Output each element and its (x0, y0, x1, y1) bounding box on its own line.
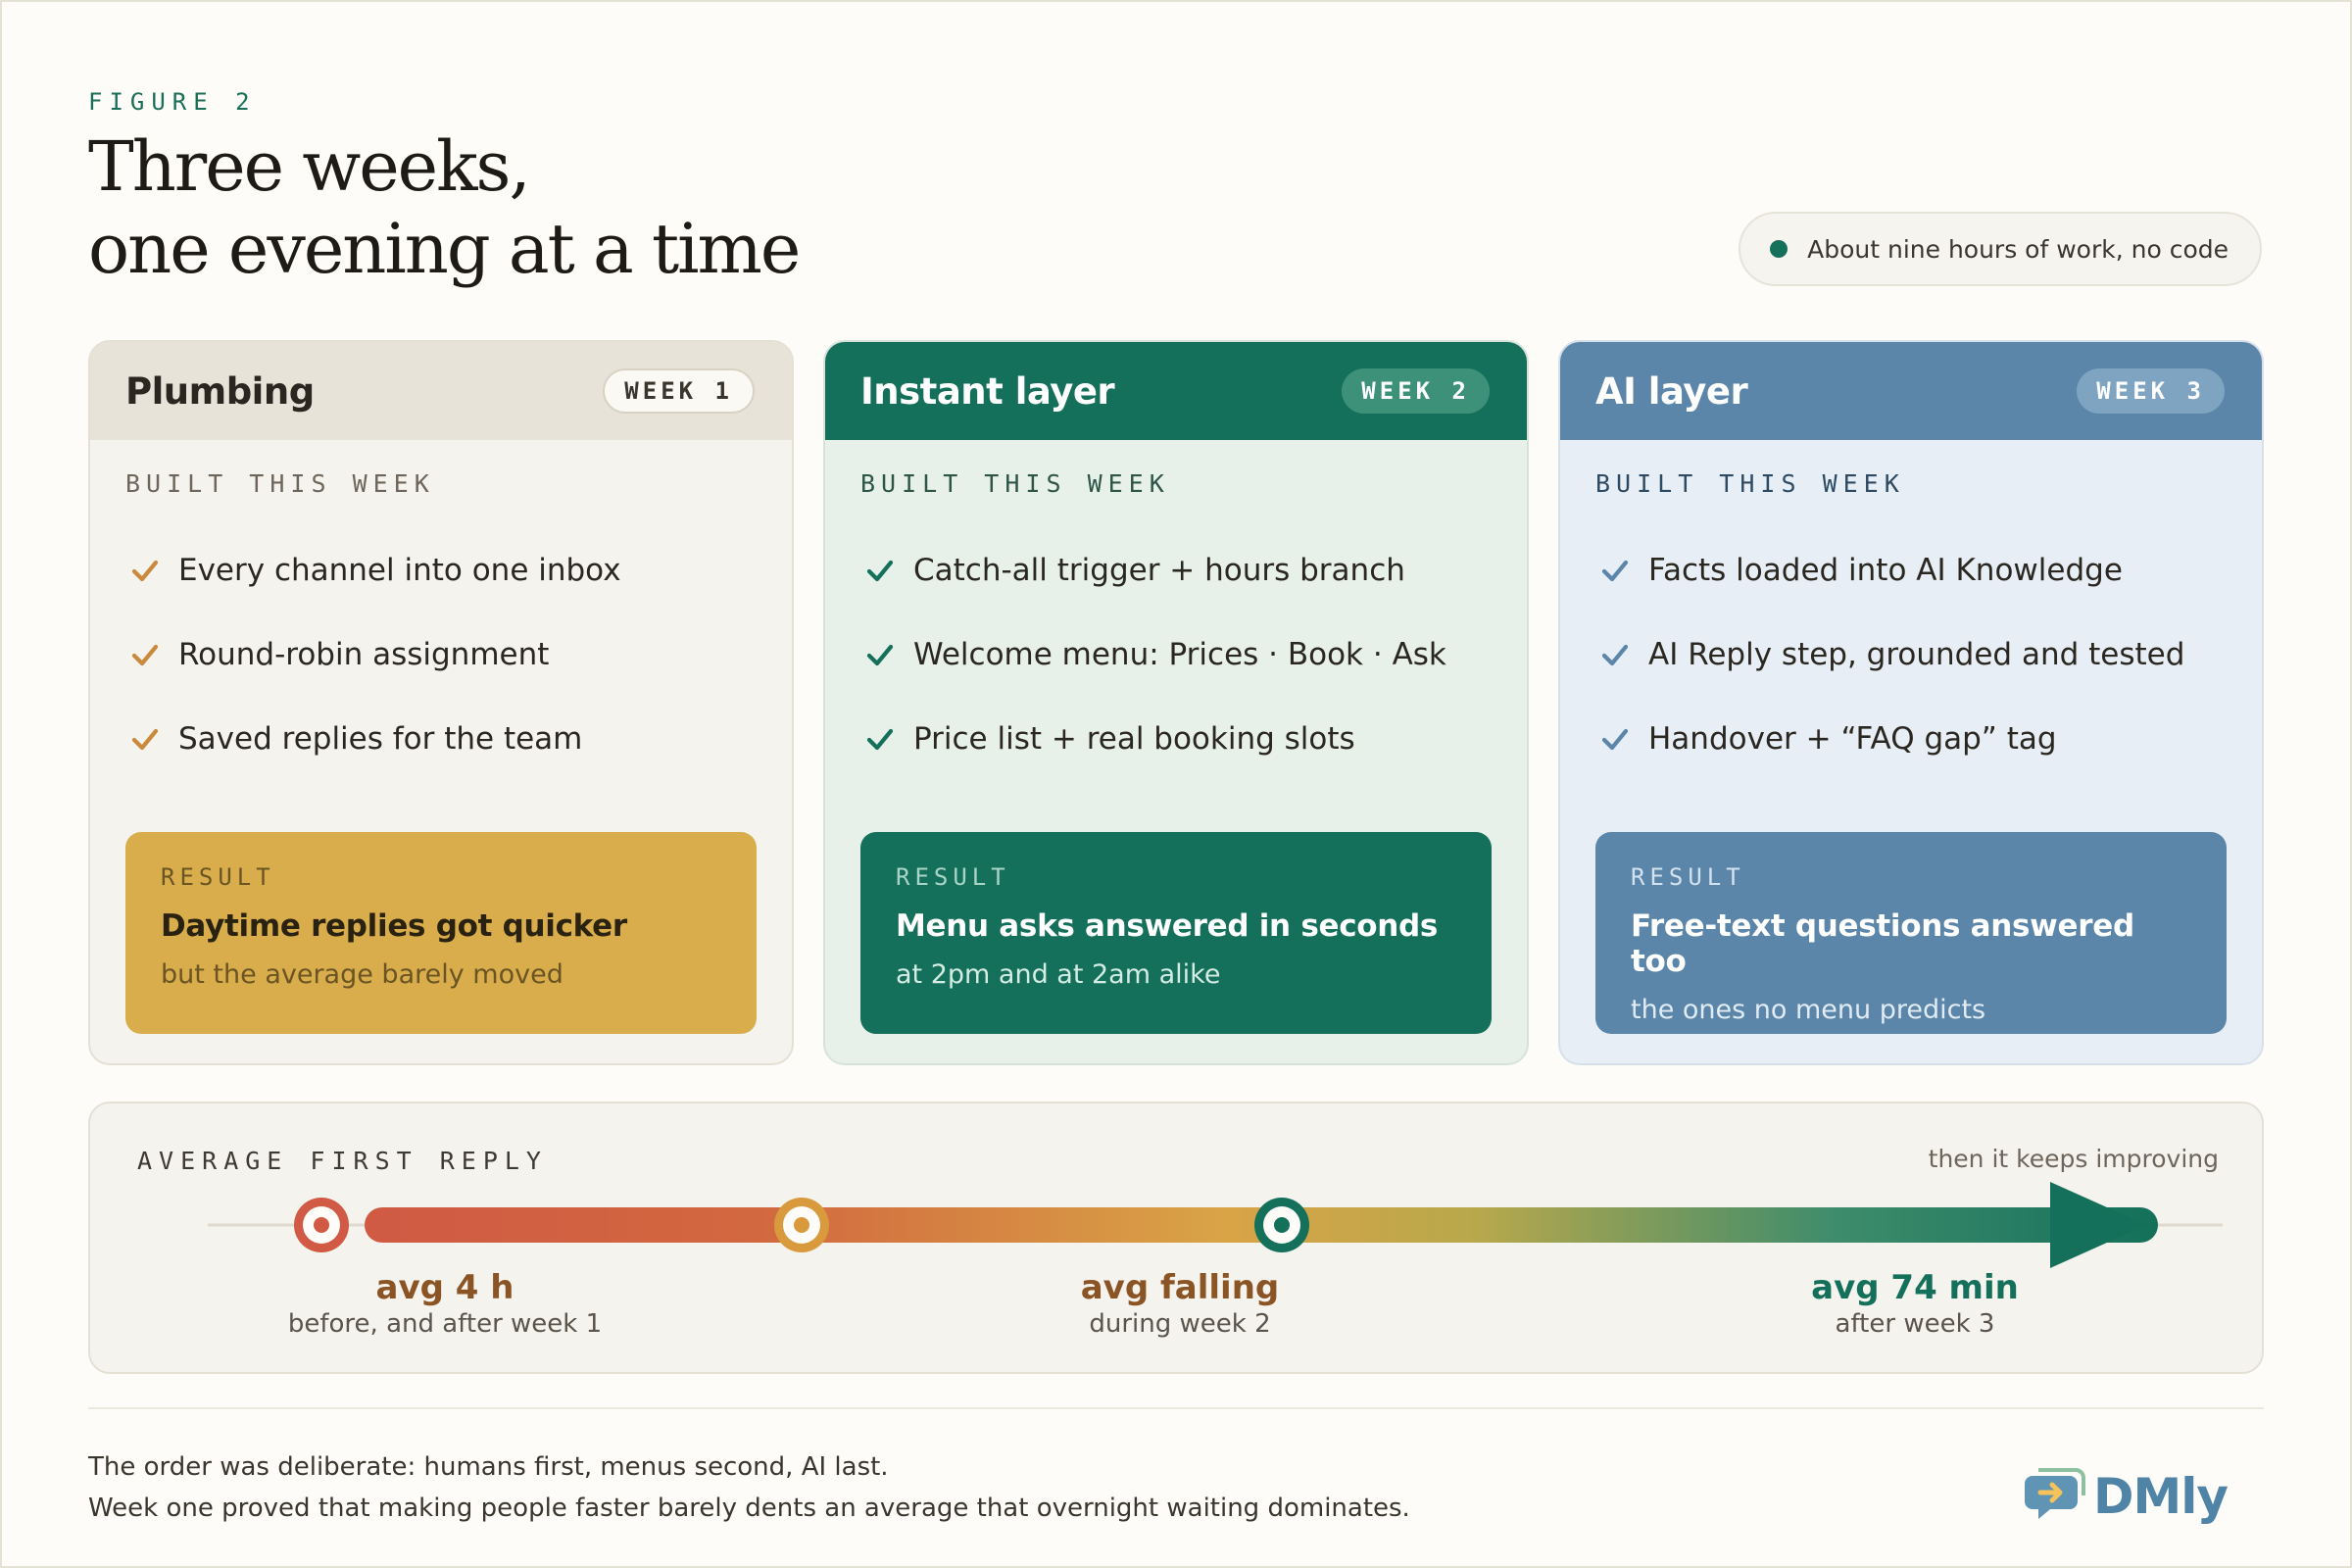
result-subtitle: but the average barely moved (161, 959, 564, 990)
list-item-text: Catch-all trigger + hours branch (913, 553, 1405, 588)
status-dot-icon (1770, 240, 1788, 258)
list-item-text: Price list + real booking slots (913, 721, 1355, 757)
footnote-line-1: The order was deliberate: humans first, menus second, AI last. (88, 1452, 889, 1482)
card-week-3 (1558, 340, 2264, 1065)
week-badge: WEEK 2 (1342, 368, 1490, 414)
marker-label-1 (249, 1268, 641, 1339)
card-header (1560, 342, 2262, 440)
page-title (88, 125, 799, 290)
footnote (88, 1446, 1410, 1529)
list-item (1595, 697, 2184, 781)
list-item (860, 697, 1446, 781)
arrow-head-icon (2050, 1182, 2146, 1268)
card-title: AI layer (1595, 369, 1748, 413)
list-item (125, 612, 621, 697)
brand-logo (2025, 1468, 2228, 1525)
figure-eyebrow: FIGURE 2 (88, 88, 257, 116)
result-title: Free-text questions answered too (1631, 908, 2134, 979)
card-title: Instant layer (860, 369, 1115, 413)
result-box (125, 832, 757, 1034)
marker-subtitle: after week 3 (1835, 1309, 1995, 1339)
check-icon (860, 719, 900, 759)
timeline-marker-2 (774, 1198, 829, 1252)
built-label: BUILT THIS WEEK (1595, 469, 1905, 498)
result-label: RESULT (1631, 863, 1745, 891)
result-title: Menu asks answered in seconds (896, 908, 1439, 944)
marker-label-2 (984, 1268, 1376, 1339)
list-item (860, 528, 1446, 612)
result-subtitle: the ones no menu predicts (1631, 995, 1986, 1025)
timeline-marker-1 (294, 1198, 349, 1252)
check-icon (125, 719, 165, 759)
result-subtitle: at 2pm and at 2am alike (896, 959, 1221, 990)
list-item (125, 697, 621, 781)
result-title: Daytime replies got quicker (161, 908, 627, 944)
effort-pill-text: About nine hours of work, no code (1807, 234, 2229, 264)
effort-pill (1739, 212, 2262, 286)
list-item-text: Round-robin assignment (178, 637, 550, 672)
list-item (125, 528, 621, 612)
card-title: Plumbing (125, 369, 315, 413)
result-label: RESULT (896, 863, 1010, 891)
card-header (90, 342, 792, 440)
list-item (860, 612, 1446, 697)
check-icon (860, 551, 900, 590)
card-week-2 (823, 340, 1529, 1065)
marker-label-3 (1719, 1268, 2111, 1339)
check-icon (1595, 551, 1635, 590)
logo-wordmark: DMly (2093, 1468, 2228, 1525)
list-item-text: Every channel into one inbox (178, 553, 621, 588)
title-line-2: one evening at a time (88, 209, 800, 289)
result-box (1595, 832, 2227, 1034)
built-list (860, 528, 1446, 781)
result-box (860, 832, 1492, 1034)
marker-value: avg 4 h (375, 1268, 514, 1307)
card-week-1 (88, 340, 794, 1065)
check-icon (125, 551, 165, 590)
week-badge: WEEK 3 (2077, 368, 2225, 414)
check-icon (1595, 635, 1635, 674)
check-icon (125, 635, 165, 674)
card-header (825, 342, 1527, 440)
week-badge: WEEK 1 (603, 368, 755, 414)
marker-subtitle: during week 2 (1089, 1309, 1271, 1339)
list-item-text: Handover + “FAQ gap” tag (1648, 721, 2057, 757)
check-icon (860, 635, 900, 674)
reply-time-timeline (88, 1102, 2264, 1374)
list-item-text: Facts loaded into AI Knowledge (1648, 553, 2123, 588)
list-item (1595, 612, 2184, 697)
timeline-label: AVERAGE FIRST REPLY (137, 1147, 548, 1175)
built-list (1595, 528, 2184, 781)
chat-bubble-logo-icon (2025, 1468, 2085, 1525)
title-line-1: Three weeks, (88, 126, 529, 207)
result-label: RESULT (161, 863, 275, 891)
list-item-text: Saved replies for the team (178, 721, 583, 757)
timeline-marker-3 (1254, 1198, 1309, 1252)
timeline-note: then it keeps improving (1928, 1145, 2219, 1173)
footnote-line-2: Week one proved that making people faster barely dents an average that overnight waiting dominates. (88, 1494, 1410, 1523)
marker-value: avg 74 min (1811, 1268, 2019, 1307)
built-list (125, 528, 621, 781)
list-item-text: Welcome menu: Prices · Book · Ask (913, 637, 1446, 672)
marker-value: avg falling (1080, 1268, 1280, 1307)
built-label: BUILT THIS WEEK (860, 469, 1170, 498)
marker-subtitle: before, and after week 1 (287, 1309, 603, 1339)
footer-divider (88, 1407, 2264, 1409)
check-icon (1595, 719, 1635, 759)
built-label: BUILT THIS WEEK (125, 469, 435, 498)
list-item-text: AI Reply step, grounded and tested (1648, 637, 2185, 672)
list-item (1595, 528, 2184, 612)
